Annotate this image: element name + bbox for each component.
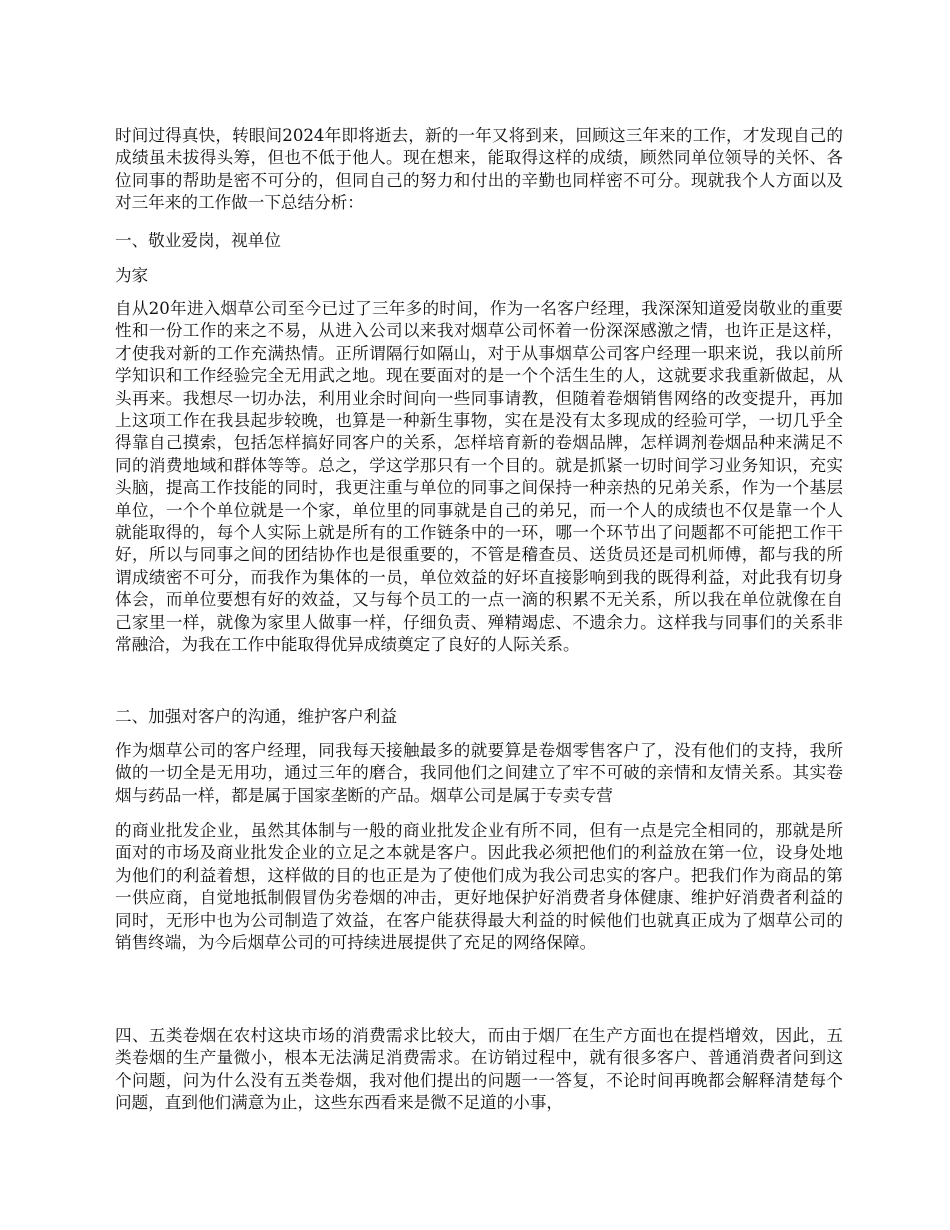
section-2-body-paragraph-continued: 的商业批发企业，虽然其体制与一般的商业批发企业有所不同，但有一点是完全相同的，那就是所面对的市场及商业批发企业的立足之本就是客户。因此我必须把他们的利益放在第一位，设身处地为他们的利益着想，这样做的目的也正是为了使他们成为我公司忠实的客户。把我们作为商品的第一供应商，自觉地抵制假冒伪劣卷烟的冲击，更好地保护好消费者身体健康、维护好消费者利益的同时，无形中也为公司制造了效益，在客户能获得最大利益的时候他们也就真正成为了烟草公司的销售终端，为今后烟草公司的可持续进展提供了充足的网络保障。 [115,821,843,953]
section-4-body-paragraph: 四、五类卷烟在农村这块市场的消费需求比较大，而由于烟厂在生产方面也在提档增效，因此，五类卷烟的生产量微小，根本无法满足消费需求。在访销过程中，就有很多客户、普通消费者问到这个问题，问为什么没有五类卷烟，我对他们提出的问题一一答复，不论时间再晚都会解释清楚每个问题，直到他们满意为止，这些东西看来是微不足道的小事， [115,1026,843,1113]
section-2-body-paragraph: 作为烟草公司的客户经理，同我每天接触最多的就要算是卷烟零售客户了，没有他们的支持，我所做的一切全是无用功，通过三年的磨合，我同他们之间建立了牢不可破的亲情和友情关系。其实卷烟与药品一样，都是属于国家垄断的产品。烟草公司是属于专卖专营 [115,741,843,805]
intro-paragraph: 时间过得真快，转眼间2024年即将逝去，新的一年又将到来，回顾这三年来的工作，才发现自己的成绩虽未拔得头筹，但也不低于他人。现在想来，能取得这样的成绩，顾然同单位领导的关怀、各位同事的帮助是密不可分的，但同自己的努力和付出的辛勤也同样密不可分。现就我个人方面以及对三年来的工作做一下总结分析： [115,126,843,213]
section-1-body-paragraph: 自从20年进入烟草公司至今已过了三年多的时间，作为一名客户经理，我深深知道爱岗敬业的重要性和一份工作的来之不易，从进入公司以来我对烟草公司怀着一份深深感激之情，也许正是这样，才使我对新的工作充满热情。正所谓隔行如隔山，对于从事烟草公司客户经理一职来说，我以前所学知识和工作经验完全无用武之地。现在要面对的是一个个活生生的人，这就要求我重新做起，从头再来。我想尽一切办法，利用业余时间向一些同事请教，但随着卷烟销售网络的改变提升，再加上这项工作在我县起步较晚，也算是一种新生事物，实在是没有太多现成的经验可学，一切几乎全得靠自己摸索，包括怎样搞好同客户的关系，怎样培育新的卷烟品牌，怎样调剂卷烟品种来满足不同的消费地域和群体等等。总之，学这学那只有一个目的。就是抓紧一切时间学习业务知识，充实头脑，提高工作技能的同时，我更注重与单位的同事之间保持一种亲热的兄弟关系，作为一个基层单位，一个个单位就是一个家，单位里的同事就是自己的弟兄，而一个人的成绩也不仅是靠一个人就能取得的，每个人实际上就是所有的工作链条中的一环，哪一个环节出了问题都不可能把工作干好，所以与同事之间的团结协作也是很重要的，不管是稽查员、送货员还是司机师傅，都与我的所谓成绩密不可分，而我作为集体的一员，单位效益的好坏直接影响到我的既得利益，对此我有切身体会，而单位要想有好的效益，又与每个员工的一点一滴的积累不无关系，所以我在单位就像在自己家里一样，就像为家里人做事一样，仔细负责、殚精竭虑、不遗余力。这样我与同事们的关系非常融洽，为我在工作中能取得优异成绩奠定了良好的人际关系。 [115,299,843,655]
section-heading-2: 二、加强对客户的沟通，维护客户利益 [115,707,398,726]
section-heading-1: 一、敬业爱岗，视单位 [115,231,281,250]
section-heading-1-continued: 为家 [115,266,149,285]
